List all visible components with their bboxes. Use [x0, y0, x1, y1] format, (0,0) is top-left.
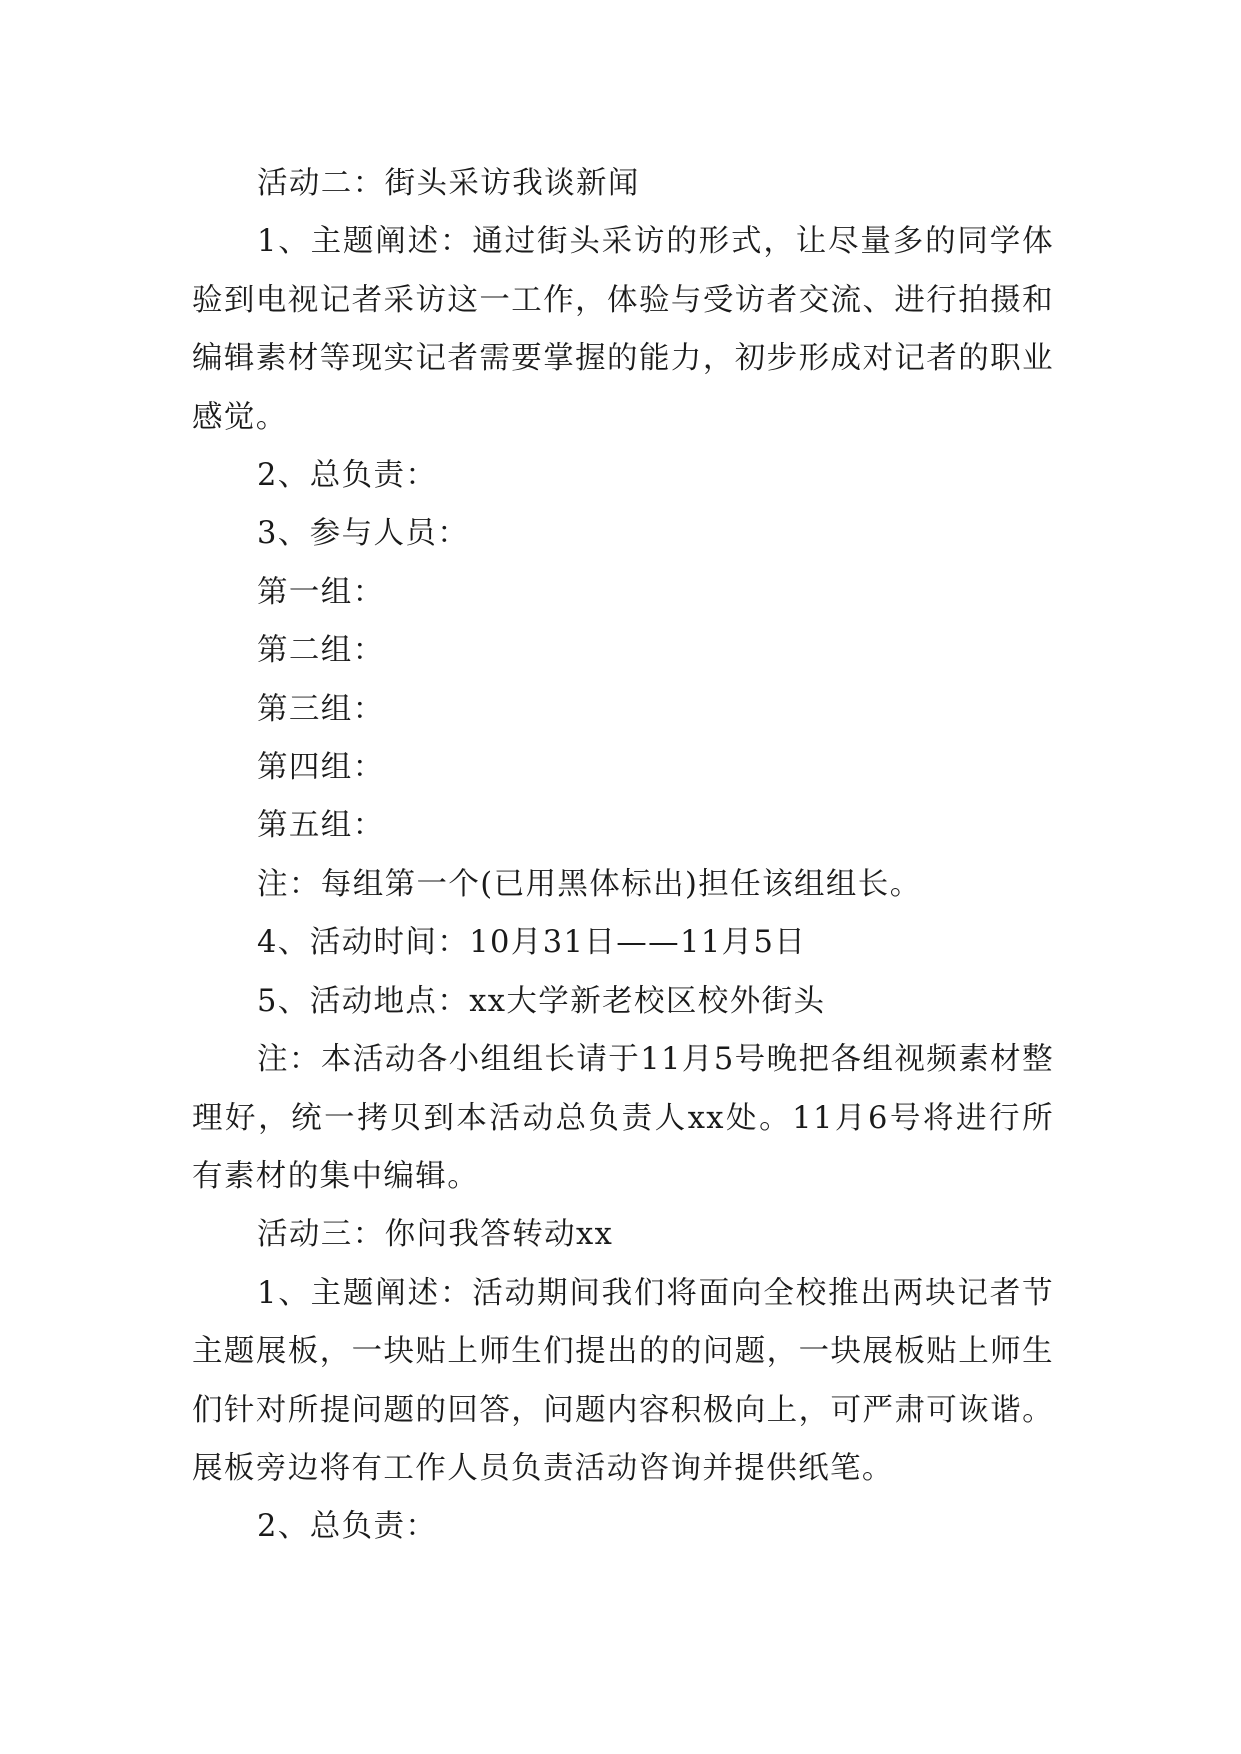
group-one-line: 第一组： — [257, 574, 385, 610]
material-submission-note: 注：本活动各小组组长请于11月5号晚把各组视频素材整理好，统一拷贝到本活动总负责人xx处。11月6号将进行所有素材的集中编辑。 — [192, 1042, 1054, 1194]
activity-two-heading: 活动二：街头采访我谈新闻 — [257, 166, 640, 201]
activity-time-line: 4、活动时间：10月31日——11月5日 — [257, 925, 807, 961]
activity-three-heading: 活动三：你问我答转动xx — [257, 1217, 614, 1253]
participants-line: 3、参与人员： — [257, 516, 470, 552]
activity-location-line: 5、活动地点：xx大学新老校区校外街头 — [257, 983, 826, 1019]
theme-description-paragraph: 1、主题阐述：通过街头采访的形式，让尽量多的同学体验到电视记者采访这一工作，体验与受访者交流、进行拍摄和编辑素材等现实记者需要掌握的能力，初步形成对记者的职业感觉。 — [192, 224, 1054, 435]
group-two-line: 第二组： — [257, 633, 385, 669]
group-three-line: 第三组： — [257, 691, 385, 727]
activity-three-theme-paragraph: 1、主题阐述：活动期间我们将面向全校推出两块记者节主题展板，一块贴上师生们提出的的问题，一块展板贴上师生们针对所提问题的回答，问题内容积极向上，可严肃可诙谐。展板旁边将有工作人员负责活动咨询并提供纸笔。 — [192, 1275, 1054, 1486]
group-four-line: 第四组： — [257, 750, 385, 786]
activity-three-person-in-charge-line: 2、总负责： — [257, 1509, 438, 1545]
document-body — [192, 155, 1054, 1557]
group-five-line: 第五组： — [257, 808, 385, 844]
group-leader-note: 注：每组第一个(已用黑体标出)担任该组组长。 — [257, 866, 922, 902]
person-in-charge-line: 2、总负责： — [257, 458, 438, 494]
